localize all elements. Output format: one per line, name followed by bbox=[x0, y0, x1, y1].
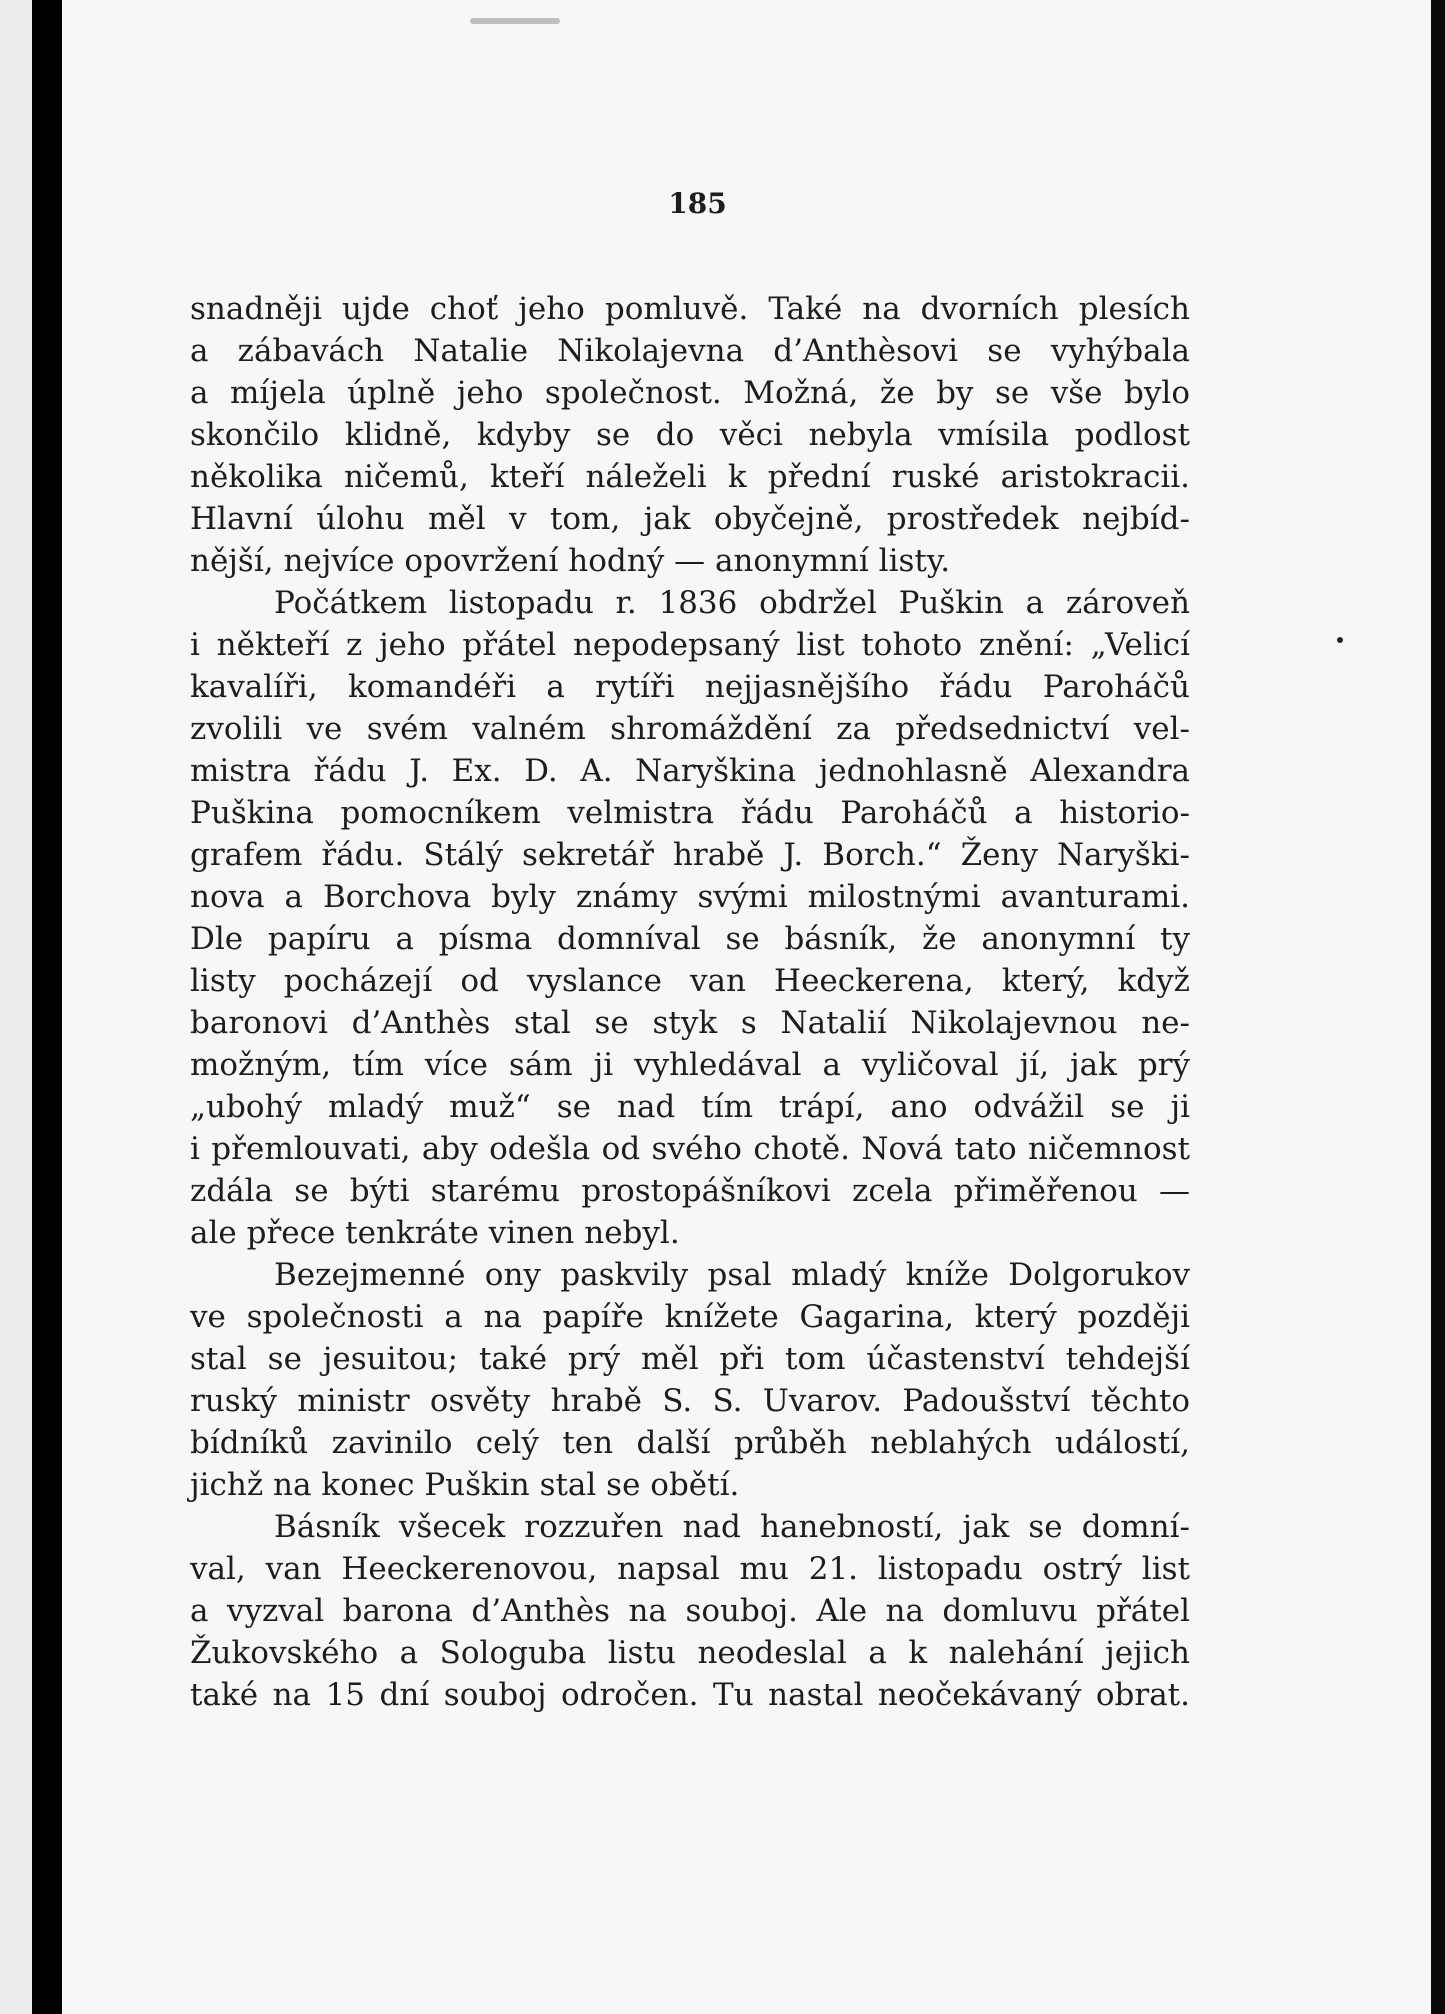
text-line: ruský ministr osvěty hrabě S. S. Uvarov. Padoušství těchto bbox=[190, 1383, 1190, 1419]
text-line: kavalíři, komandéři a rytíři nejjasnějšího řádu Paroháčů bbox=[190, 669, 1190, 705]
scan-artifact-top bbox=[470, 18, 560, 24]
text-line: skončilo klidně, kdyby se do věci nebyla vmísila podlost bbox=[190, 417, 1190, 453]
text-line: i přemlouvati, aby odešla od svého chotě. Nová tato ničemnost bbox=[190, 1131, 1190, 1167]
text-line: listy pocházejí od vyslance van Heeckerena, který, když bbox=[190, 963, 1190, 999]
text-line: nova a Borchova byly známy svými milostnými avanturami. bbox=[190, 879, 1190, 915]
text-line: bídníků zavinilo celý ten další průběh neblahých událostí, bbox=[190, 1425, 1190, 1461]
scan-artifact-dot bbox=[1337, 637, 1343, 643]
text-line: a zábavách Natalie Nikolajevna d’Anthèsovi se vyhýbala bbox=[190, 333, 1190, 369]
text-line: ale přece tenkráte vinen nebyl. bbox=[190, 1215, 680, 1251]
text-line: nější, nejvíce opovržení hodný — anonymní listy. bbox=[190, 543, 951, 579]
text-line: ve společnosti a na papíře knížete Gagarina, který později bbox=[190, 1299, 1190, 1335]
text-line: grafem řádu. Stálý sekretář hrabě J. Borch.“ Ženy Naryški- bbox=[190, 837, 1190, 873]
text-line: Hlavní úlohu měl v tom, jak obyčejně, prostředek nejbíd- bbox=[190, 501, 1190, 537]
text-line: možným, tím více sám ji vyhledával a vyličoval jí, jak prý bbox=[190, 1047, 1190, 1083]
paragraph-start-line: Počátkem listopadu r. 1836 obdržel Puškin a zároveň bbox=[274, 585, 1190, 621]
text-line: jichž na konec Puškin stal se obětí. bbox=[190, 1467, 740, 1503]
text-line: a vyzval barona d’Anthès na souboj. Ale na domluvu přátel bbox=[190, 1593, 1190, 1629]
text-line: zdála se býti starému prostopášníkovi zcela přiměřenou — bbox=[190, 1173, 1190, 1209]
text-line: několika ničemů, kteří náleželi k přední ruské aristokracii. bbox=[190, 459, 1190, 495]
adjacent-page-strip bbox=[0, 0, 32, 2014]
text-line: Puškina pomocníkem velmistra řádu Paroháčů a historio- bbox=[190, 795, 1190, 831]
text-line: mistra řádu J. Ex. D. A. Naryškina jednohlasně Alexandra bbox=[190, 753, 1190, 789]
right-page-edge bbox=[1431, 0, 1445, 2014]
text-line: baronovi d’Anthès stal se styk s Natalií Nikolajevnou ne- bbox=[190, 1005, 1190, 1041]
text-line: i někteří z jeho přátel nepodepsaný list tohoto znění: „Velicí bbox=[190, 627, 1190, 663]
paragraph-start-line: Bezejmenné ony paskvily psal mladý kníže Dolgorukov bbox=[274, 1257, 1190, 1293]
text-line: snadněji ujde choť jeho pomluvě. Také na dvorních plesích bbox=[190, 291, 1190, 327]
text-line: také na 15 dní souboj odročen. Tu nastal neočekávaný obrat. bbox=[190, 1677, 1190, 1713]
text-line: stal se jesuitou; také prý měl při tom účastenství tehdejší bbox=[190, 1341, 1190, 1377]
body-text bbox=[190, 288, 1190, 1716]
text-line: „ubohý mladý muž“ se nad tím trápí, ano odvážil se ji bbox=[190, 1089, 1190, 1125]
page-number: 185 bbox=[668, 187, 727, 220]
text-line: val, van Heeckerenovou, napsal mu 21. listopadu ostrý list bbox=[190, 1551, 1190, 1587]
text-line: Dle papíru a písma domníval se básník, že anonymní ty bbox=[190, 921, 1190, 957]
paragraph-start-line: Básník všecek rozzuřen nad hanebností, jak se domní- bbox=[274, 1509, 1190, 1545]
text-line: Žukovského a Sologuba listu neodeslal a k nalehání jejich bbox=[190, 1635, 1190, 1671]
text-line: zvolili ve svém valném shromáždění za předsednictví vel- bbox=[190, 711, 1190, 747]
text-line: a míjela úplně jeho společnost. Možná, že by se vše bylo bbox=[190, 375, 1190, 411]
